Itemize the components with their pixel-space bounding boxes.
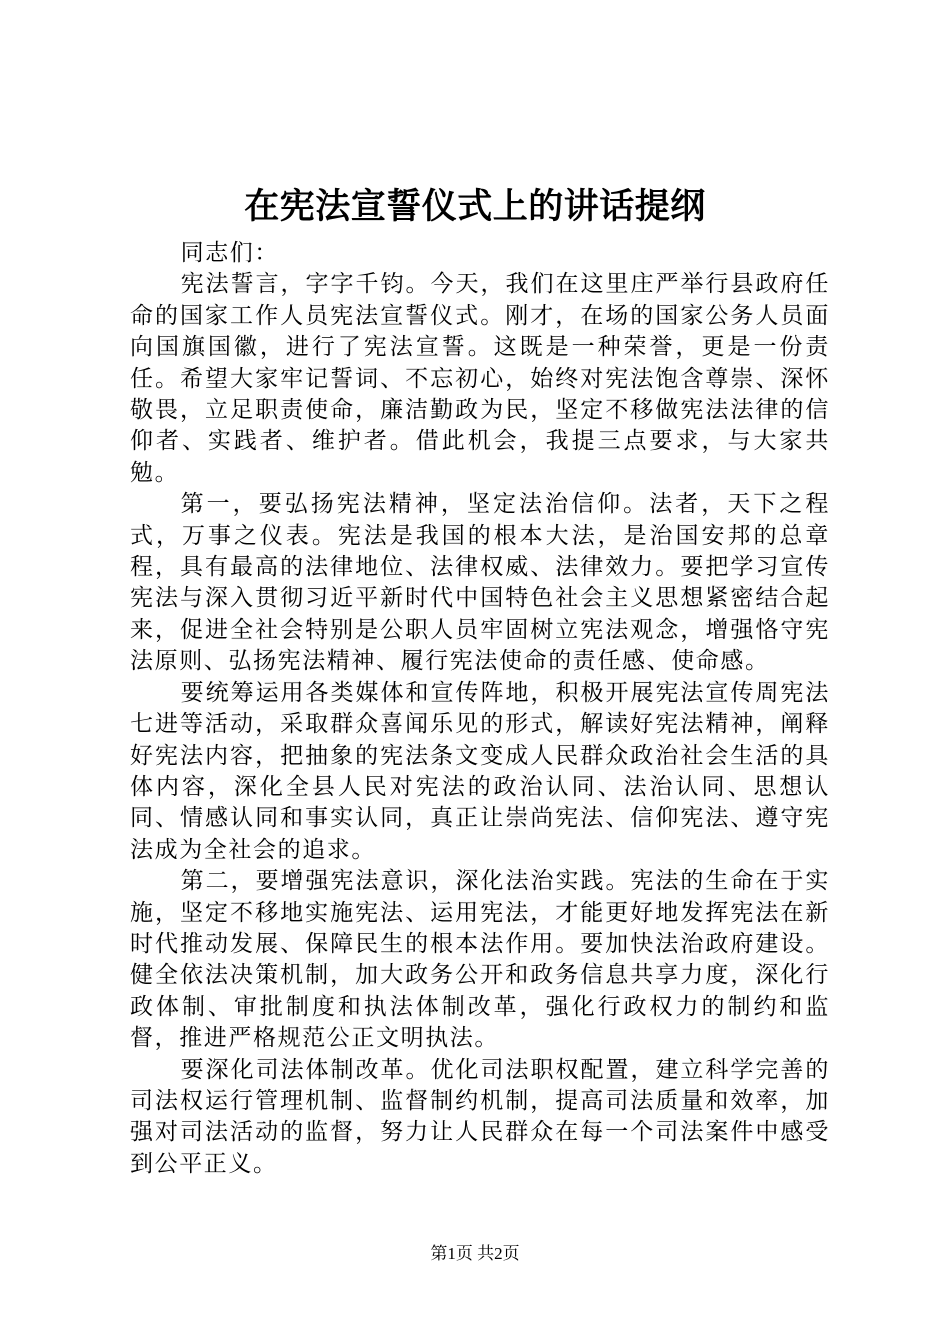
paragraph-salutation: 同志们： <box>180 240 279 266</box>
paragraph: 要统筹运用各类媒体和宣传阵地，积极开展宪法宣传周宪法七进等活动，采取群众喜闻乐见的形式，解读好宪法精神，阐释好宪法内容，把抽象的宪法条文变成人民群众政治社会生活的具体内容，深化全县人民对宪法的政治认同、法治认同、思想认同、情感认同和事实认同，真正让崇尚宪法、信仰宪法、遵守宪法成为全社会的追求。 <box>130 679 830 863</box>
paragraph: 宪法誓言，字字千钧。今天，我们在这里庄严举行县政府任命的国家工作人员宪法宣誓仪式。刚才，在场的国家公务人员面向国旗国徽，进行了宪法宣誓。这既是一种荣誉，更是一份责任。希望大家牢记誓词、不忘初心，始终对宪法饱含尊崇、深怀敬畏，立足职责使命，廉洁勤政为民，坚定不移做宪法法律的信仰者、实践者、维护者。借此机会，我提三点要求，与大家共勉。 <box>130 271 830 486</box>
paragraph: 要深化司法体制改革。优化司法职权配置，建立科学完善的司法权运行管理机制、监督制约机制，提高司法质量和效率，加强对司法活动的监督，努力让人民群众在每一个司法案件中感受到公平正义。 <box>130 1056 830 1177</box>
paragraph: 第一，要弘扬宪法精神，坚定法治信仰。法者，天下之程式，万事之仪表。宪法是我国的根本大法，是治国安邦的总章程，具有最高的法律地位、法律权威、法律效力。要把学习宣传宪法与深入贯彻习近平新时代中国特色社会主义思想紧密结合起来，促进全社会特别是公职人员牢固树立宪法观念，增强恪守宪法原则、弘扬宪法精神、履行宪法使命的责任感、使命感。 <box>130 491 830 675</box>
document-body <box>130 238 830 1180</box>
page-number-footer: 第1页 共2页 <box>430 1244 520 1263</box>
document-title: 在宪法宣誓仪式上的讲话提纲 <box>244 186 706 227</box>
paragraph: 第二，要增强宪法意识，深化法治实践。宪法的生命在于实施，坚定不移地实施宪法、运用宪法，才能更好地发挥宪法在新时代推动发展、保障民生的根本法作用。要加快法治政府建设。健全依法决策机制，加大政务公开和政务信息共享力度，深化行政体制、审批制度和执法体制改革，强化行政权力的制约和监督，推进严格规范公正文明执法。 <box>130 868 830 1052</box>
